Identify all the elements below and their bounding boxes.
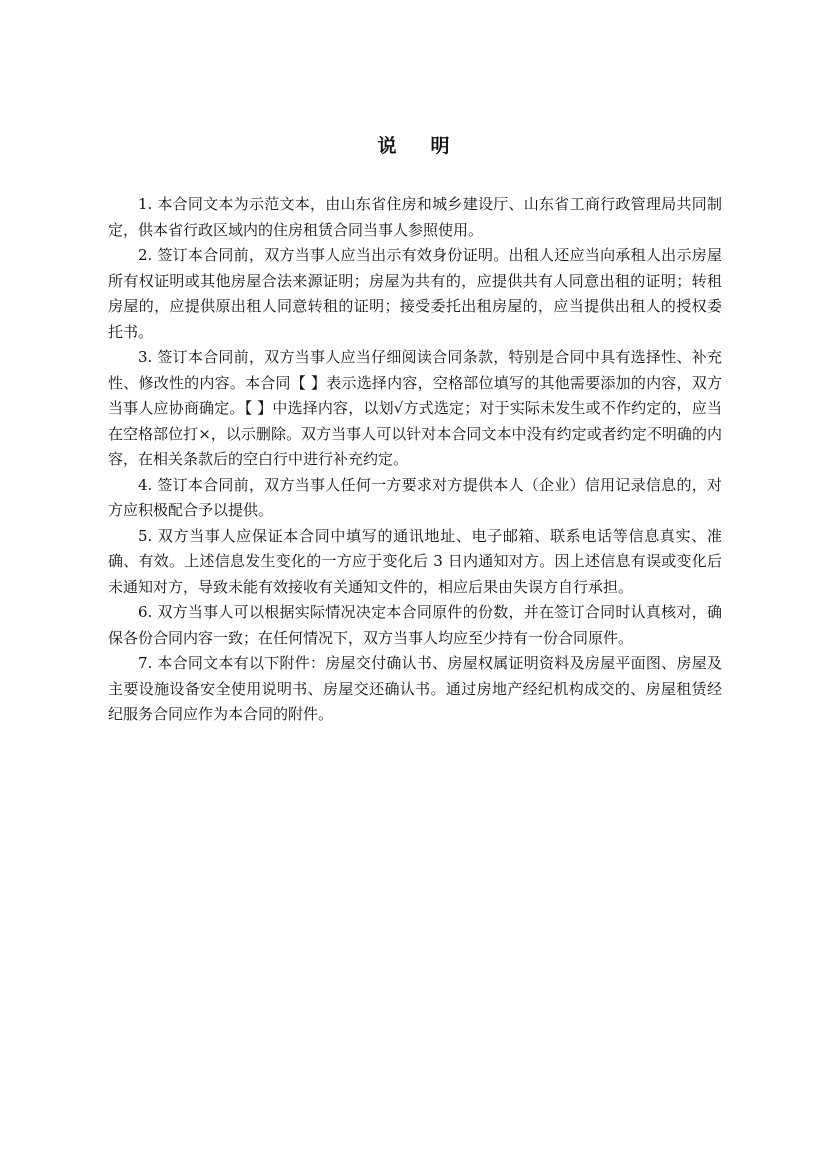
instruction-paragraph-2: 2. 签订本合同前，双方当事人应当出示有效身份证明。出租人还应当向承租人出示房屋所有权证明或其他房屋合法来源证明；房屋为共有的，应提供共有人同意出租的证明；转租房屋的，应提供原出租人同意转租的证明；接受委托出租房屋的，应当提供出租人的授权委托书。 (108, 246, 722, 341)
instruction-paragraph-3: 3. 签订本合同前，双方当事人应当仔细阅读合同条款，特别是合同中具有选择性、补充性、修改性的内容。本合同【 】表示选择内容，空格部位填写的其他需要添加的内容，双方当事人应协商确定。【 】中选择内容，以划√方式选定；对于实际未发生或不作约定的，应当在空格部位打×，以示删除。双方当事人可以针对本合同文本中没有约定或者约定不明确的内容，在相关条款后的空白行中进行补充约定。 (108, 348, 722, 468)
instruction-paragraph-1: 1. 本合同文本为示范文本，由山东省住房和城乡建设厅、山东省工商行政管理局共同制定，供本省行政区域内的住房租赁合同当事人参照使用。 (108, 195, 722, 239)
instructions-body (108, 192, 722, 728)
title-char-1: 说 (377, 135, 397, 157)
instruction-paragraph-4: 4. 签订本合同前，双方当事人任何一方要求对方提供本人（企业）信用记录信息的，对方应积极配合予以提供。 (108, 475, 722, 519)
instruction-paragraph-7: 7. 本合同文本有以下附件：房屋交付确认书、房屋权属证明资料及房屋平面图、房屋及主要设施设备安全使用说明书、房屋交还确认书。通过房地产经纪机构成交的、房屋租赁经纪服务合同应作为本合同的附件。 (108, 654, 722, 723)
instruction-paragraph-6: 6. 双方当事人可以根据实际情况决定本合同原件的份数，并在签订合同时认真核对，确保各份合同内容一致；在任何情况下，双方当事人均应至少持有一份合同原件。 (108, 603, 722, 647)
title-char-2: 明 (430, 135, 450, 157)
instruction-paragraph-5: 5. 双方当事人应保证本合同中填写的通讯地址、电子邮箱、联系电话等信息真实、准确、有效。上述信息发生变化的一方应于变化后 3 日内通知对方。因上述信息有误或变化后未通知对方，导致未能有效接收有关通知文件的，相应后果由失误方自行承担。 (108, 526, 722, 596)
page-title (0, 133, 827, 159)
